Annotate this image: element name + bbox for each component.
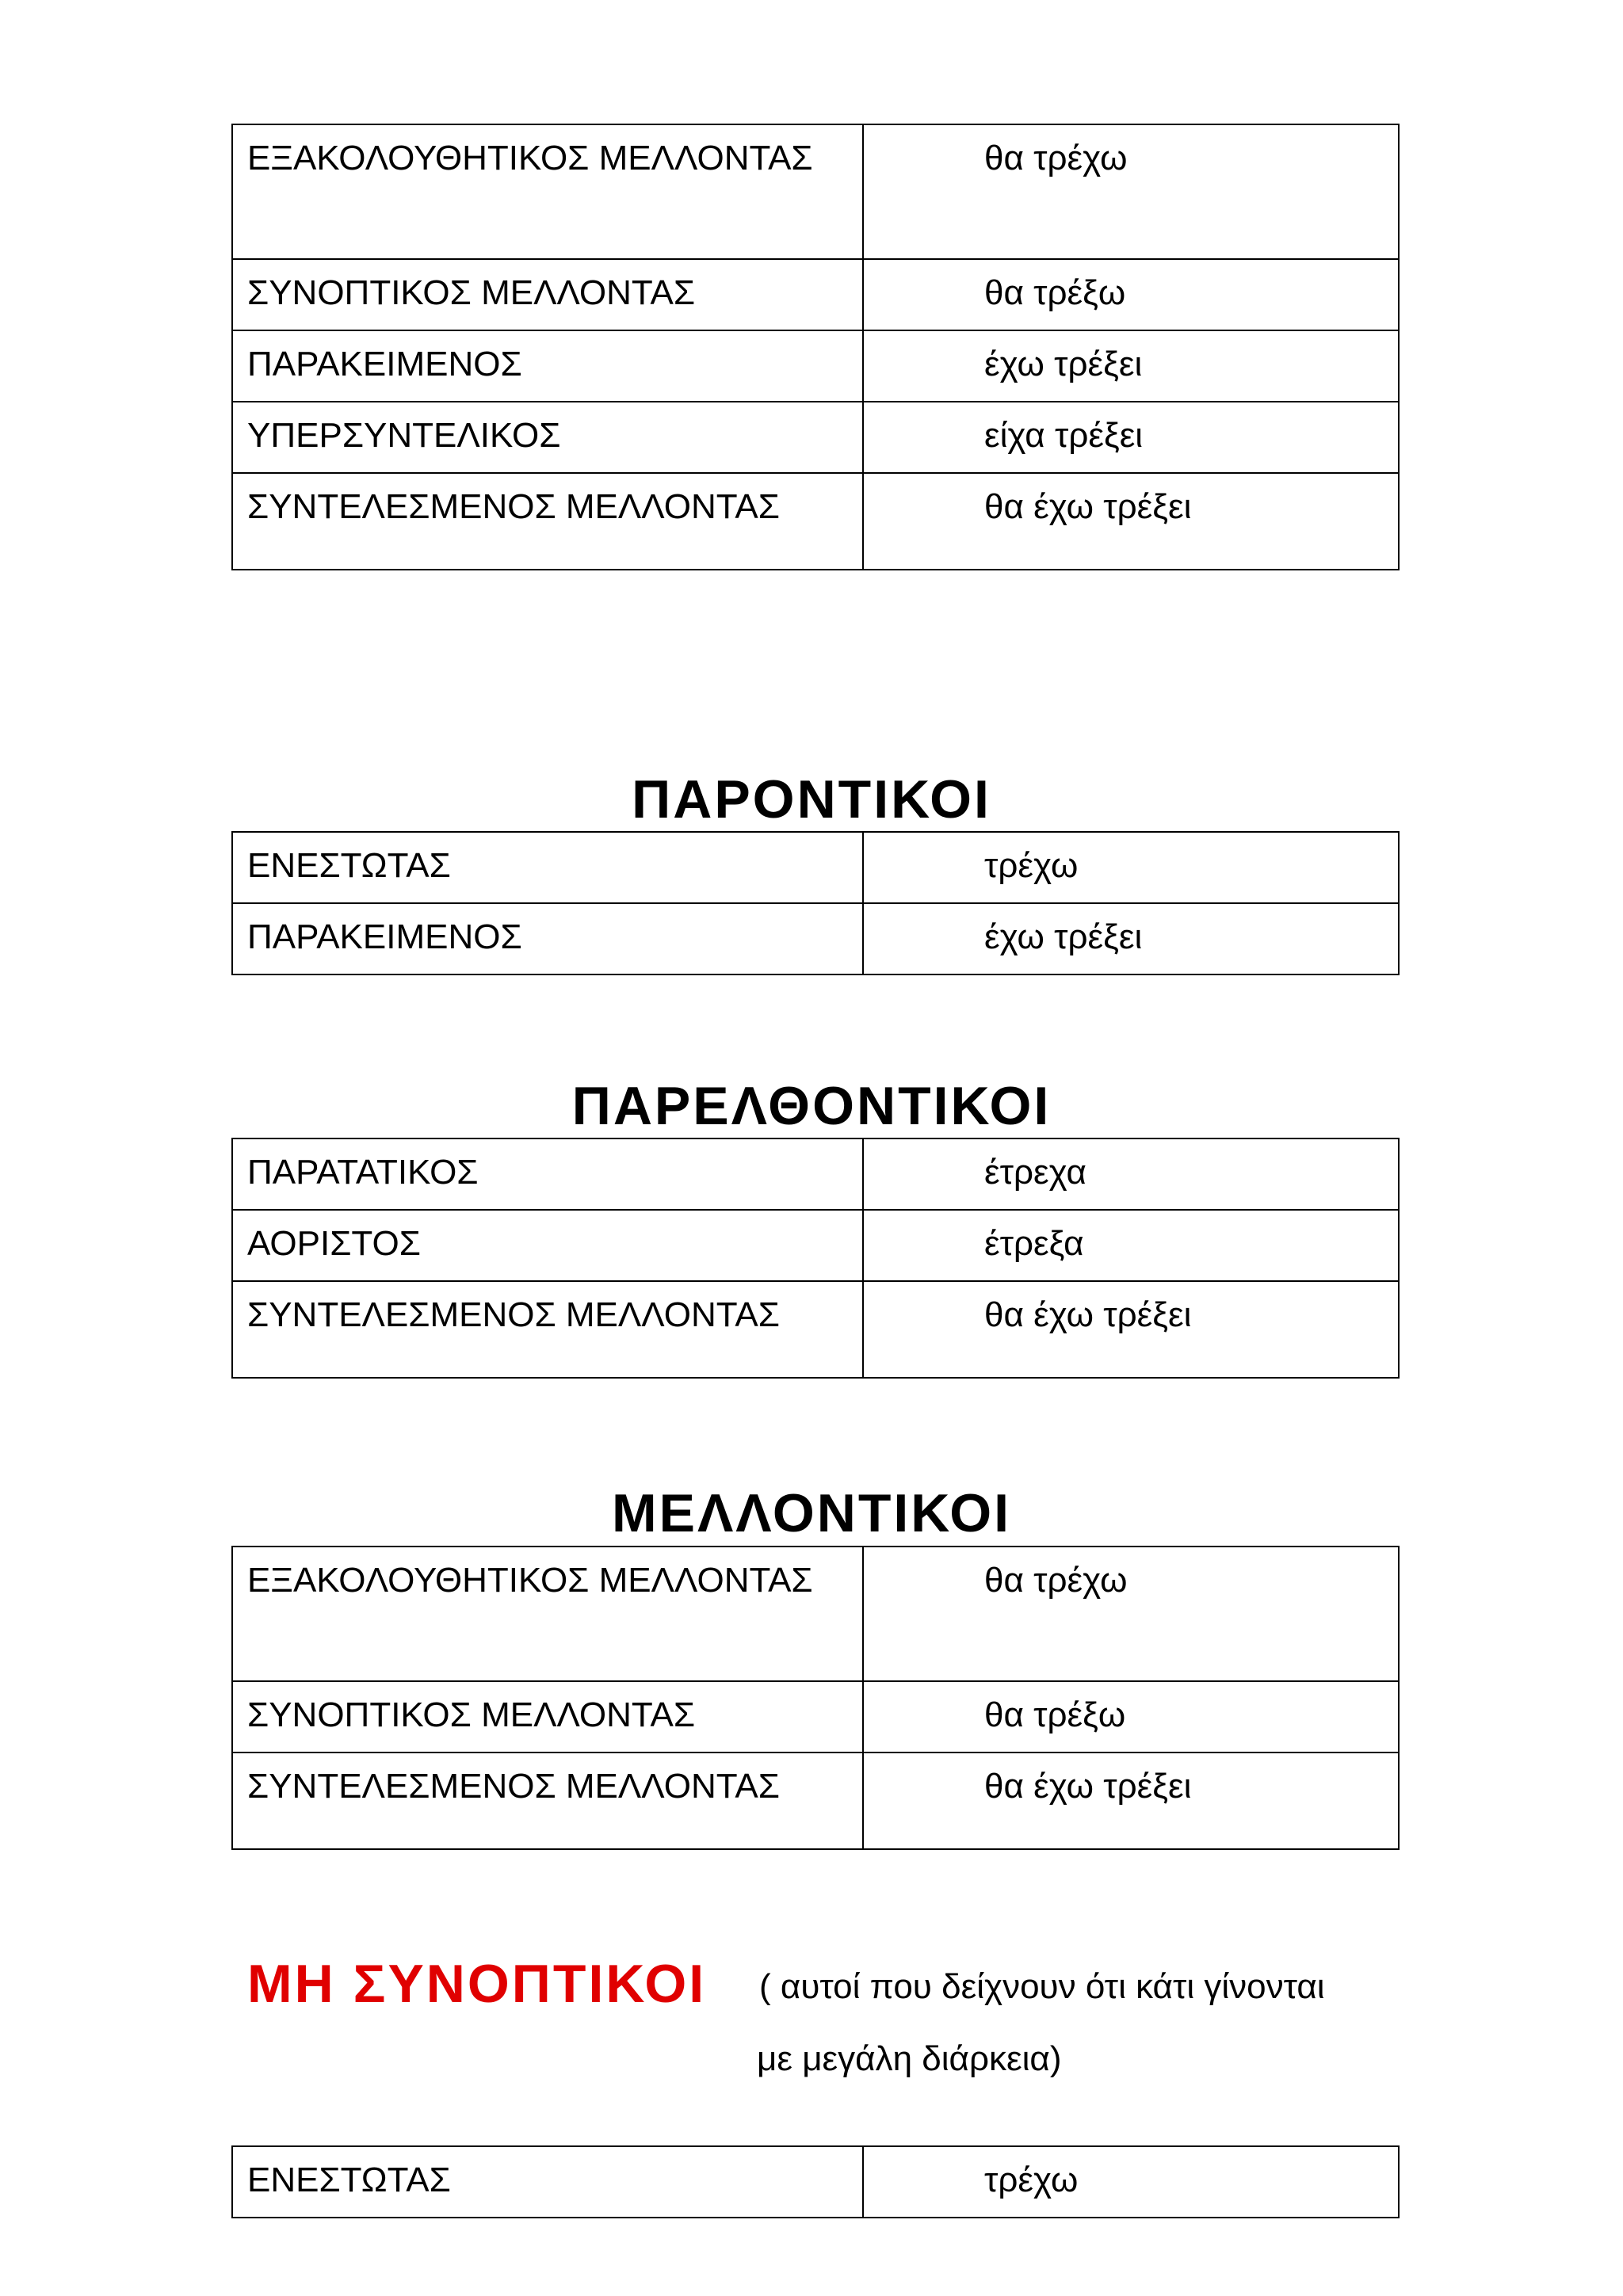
tense-name: ΑΟΡΙΣΤΟΣ bbox=[232, 1210, 863, 1281]
table-row bbox=[232, 124, 1399, 259]
verb-form: έτρεξα bbox=[863, 1210, 1399, 1281]
table-row bbox=[232, 473, 1399, 570]
tense-name: ΥΠΕΡΣΥΝΤΕΛΙΚΟΣ bbox=[232, 402, 863, 473]
table-row bbox=[232, 402, 1399, 473]
tense-name: ΠΑΡΑΚΕΙΜΕΝΟΣ bbox=[232, 903, 863, 974]
tense-name: ΣΥΝΟΠΤΙΚΟΣ ΜΕΛΛΟΝΤΑΣ bbox=[232, 259, 863, 330]
non-synoptic-table bbox=[231, 2145, 1400, 2218]
non-synoptic-note-line2: με μεγάλη διάρκεια) bbox=[757, 2039, 1062, 2078]
tense-name: ΕΝΕΣΤΩΤΑΣ bbox=[232, 2146, 863, 2218]
present-tenses-heading: ΠΑΡΟΝΤΙΚΟΙ bbox=[632, 769, 991, 830]
table-row bbox=[232, 832, 1399, 903]
verb-form: θα έχω τρέξει bbox=[863, 1753, 1399, 1849]
present-tense-table bbox=[231, 831, 1400, 975]
tense-name: ΠΑΡΑΤΑΤΙΚΟΣ bbox=[232, 1138, 863, 1210]
continuation-tense-table bbox=[231, 124, 1400, 570]
future-tenses-heading: ΜΕΛΛΟΝΤΙΚΟΙ bbox=[611, 1483, 1012, 1543]
past-tense-table bbox=[231, 1138, 1400, 1379]
verb-form: τρέχω bbox=[863, 832, 1399, 903]
verb-form: είχα τρέξει bbox=[863, 402, 1399, 473]
table-row bbox=[232, 259, 1399, 330]
future-tense-table bbox=[231, 1546, 1400, 1850]
table-row bbox=[232, 1753, 1399, 1849]
non-synoptic-note-line1: ( αυτοί που δείχνουν ότι κάτι γίνονται bbox=[759, 1967, 1325, 2006]
tense-name: ΣΥΝΤΕΛΕΣΜΕΝΟΣ ΜΕΛΛΟΝΤΑΣ bbox=[232, 473, 863, 570]
table-row bbox=[232, 1281, 1399, 1378]
non-synoptic-heading: ΜΗ ΣΥΝΟΠΤΙΚΟΙ bbox=[247, 1954, 707, 2014]
tense-name: ΕΞΑΚΟΛΟΥΘΗΤΙΚΟΣ ΜΕΛΛΟΝΤΑΣ bbox=[232, 124, 863, 259]
verb-form: θα έχω τρέξει bbox=[863, 473, 1399, 570]
table-row bbox=[232, 1210, 1399, 1281]
verb-form: τρέχω bbox=[863, 2146, 1399, 2218]
tense-name: ΕΞΑΚΟΛΟΥΘΗΤΙΚΟΣ ΜΕΛΛΟΝΤΑΣ bbox=[232, 1547, 863, 1681]
table-row bbox=[232, 1681, 1399, 1753]
table-row bbox=[232, 330, 1399, 402]
verb-form: έτρεχα bbox=[863, 1138, 1399, 1210]
verb-form: θα τρέχω bbox=[863, 1547, 1399, 1681]
table-row bbox=[232, 1547, 1399, 1681]
tense-name: ΠΑΡΑΚΕΙΜΕΝΟΣ bbox=[232, 330, 863, 402]
tense-name: ΕΝΕΣΤΩΤΑΣ bbox=[232, 832, 863, 903]
verb-form: θα τρέξω bbox=[863, 1681, 1399, 1753]
past-tenses-heading: ΠΑΡΕΛΘΟΝΤΙΚΟΙ bbox=[571, 1076, 1052, 1136]
tense-name: ΣΥΝΤΕΛΕΣΜΕΝΟΣ ΜΕΛΛΟΝΤΑΣ bbox=[232, 1753, 863, 1849]
tense-name: ΣΥΝΤΕΛΕΣΜΕΝΟΣ ΜΕΛΛΟΝΤΑΣ bbox=[232, 1281, 863, 1378]
tense-name: ΣΥΝΟΠΤΙΚΟΣ ΜΕΛΛΟΝΤΑΣ bbox=[232, 1681, 863, 1753]
verb-form: έχω τρέξει bbox=[863, 330, 1399, 402]
verb-form: θα τρέχω bbox=[863, 124, 1399, 259]
table-row bbox=[232, 903, 1399, 974]
table-row bbox=[232, 1138, 1399, 1210]
verb-form: θα έχω τρέξει bbox=[863, 1281, 1399, 1378]
verb-form: έχω τρέξει bbox=[863, 903, 1399, 974]
verb-form: θα τρέξω bbox=[863, 259, 1399, 330]
table-row bbox=[232, 2146, 1399, 2218]
